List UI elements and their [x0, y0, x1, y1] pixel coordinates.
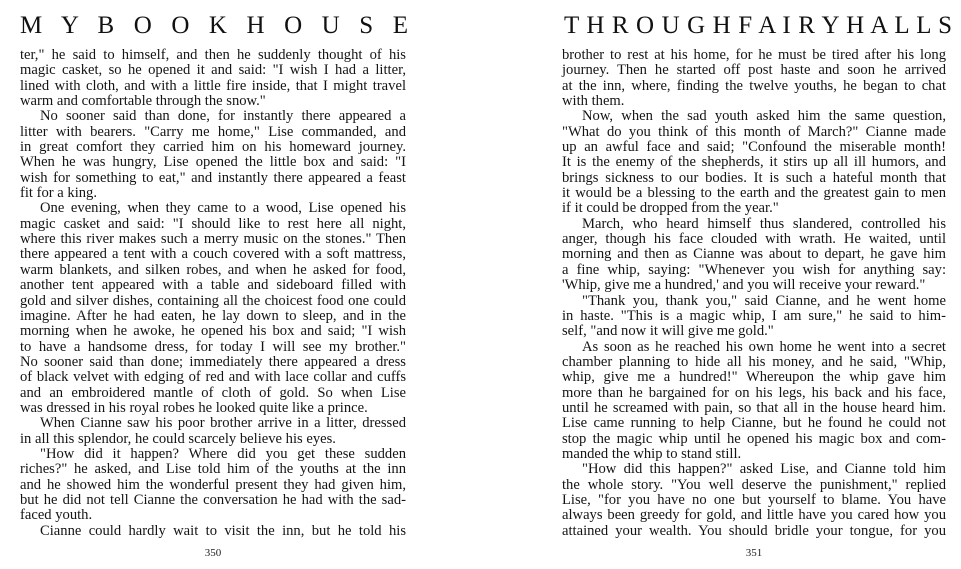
text-line: March, who heard himself thus slandered, controlled his: [582, 215, 946, 232]
text-line: was dressed in his royal robes he looked quite like a prince.: [20, 399, 368, 416]
text-line: wish for something to eat," and instantly there appeared a feast: [20, 169, 406, 186]
text-line: ter," he said to himself, and then he suddenly thought of his: [20, 47, 406, 63]
text-line: journey. Then he started off post haste and soon he arrived: [562, 62, 946, 79]
text-line: manded the whip to stand still.: [562, 445, 742, 462]
text-line: It is the enemy of the shepherds, it stirs up all ill humors, and: [562, 154, 946, 171]
text-line: but he did not tell Cianne the conversation he had with the sad-: [20, 491, 406, 508]
text-line: to have a handsome dress, for today I will see my brother.": [20, 338, 406, 355]
right-page: [562, 0, 952, 569]
text-line: "Thank you, thank you," said Cianne, and he went home: [582, 292, 946, 309]
running-head-left: M Y B O O K H O U S E: [20, 12, 408, 39]
text-line: up an awful face and said; "Confound the miserable month!: [562, 139, 946, 156]
text-line: 'Whip, give me a hundred,' and you will receive your reward.": [562, 277, 926, 294]
text-line: another tent appeared with a table and sideboard filled with: [20, 277, 406, 294]
text-line: faced youth.: [20, 507, 93, 524]
text-line: if it could be dropped from the year.": [562, 200, 779, 217]
text-line: there appeared a tent with a couch covered with a soft mattress,: [20, 246, 406, 263]
left-page-body: [20, 48, 406, 539]
text-line: the whole story. "You well deserve the punishment," replied: [562, 476, 946, 493]
text-line: and an embroidered mantle of cloth of gold. So when Lise: [20, 384, 406, 401]
text-line: where this river makes such a merry music on the stones." Then: [20, 231, 406, 248]
right-page-body: [562, 48, 946, 539]
text-line: morning and then as Cianne was about to depart, he gave him: [562, 246, 946, 263]
page-number-right: 351: [745, 547, 763, 559]
text-line: Lise, "for you have no one but yourself to blame. You have: [562, 491, 946, 508]
text-line: brother to rest at his home, for he must be tired after his long: [562, 47, 946, 63]
text-line: warm and comfortable through the snow.": [20, 93, 266, 110]
text-line: stop the magic whip until he opened his magic box and com-: [562, 430, 946, 447]
text-line: and he showed him the wonderful present they had given him,: [20, 476, 406, 493]
text-line: gold and silver dishes, containing all the choicest food one could: [20, 292, 406, 309]
text-line: When Cianne saw his poor brother arrive in a litter, dressed: [40, 415, 406, 432]
text-line: No sooner said than done, for instantly there appeared a: [40, 108, 406, 125]
text-line: in all this splendor, he could scarcely believe his eyes.: [20, 430, 336, 447]
text-line: until he screamed with pain, so that all in the house heard him.: [562, 399, 946, 416]
text-line: lined with cloth, and with a little fire inside, that I might travel: [20, 77, 406, 94]
page-number-left: 350: [204, 547, 222, 559]
text-line: chamber planning to hide all his money, and he said, "Whip,: [562, 353, 946, 370]
text-line: One evening, when they came to a wood, Lise opened his: [40, 200, 406, 217]
text-line: magic casket, so he opened it and said: "I wish I had a litter,: [20, 62, 406, 79]
running-head-right: T H R O U G H F A I R Y H A L L S: [564, 12, 952, 39]
text-line: morning when he awoke, he opened his box and said; "I wish: [20, 323, 406, 340]
text-line: fit for a king.: [20, 185, 98, 202]
left-page: [20, 0, 406, 569]
text-line: magic casket and said: "I should like to rest here all night,: [20, 215, 406, 232]
text-line: No sooner said than done; immediately there appeared a dress: [20, 353, 406, 370]
text-line: of black velvet with edging of red and with lace collar and cuffs: [20, 369, 406, 386]
text-line: anger, though his face clouded with wrath. He waited, until: [562, 231, 946, 248]
text-line: brings sickness to our bodies. It is such a hateful month that: [562, 169, 946, 186]
text-line: with them.: [562, 93, 625, 110]
text-line: in haste. "This is a magic whip, I am sure," he said to him-: [562, 307, 946, 324]
text-line: litter with bearers. "Carry me home," Lise commanded, and: [20, 123, 406, 140]
text-line: imagine. After he had eaten, he lay down to sleep, and in the: [20, 307, 406, 324]
text-line: "How did this happen?" asked Lise, and Cianne told him: [582, 461, 946, 478]
text-line: in great comfort they carried him on his homeward journey.: [20, 139, 406, 156]
text-line: attained your wealth. You should bridle your tongue, for you: [562, 522, 946, 539]
text-line: Cianne could hardly wait to visit the inn, but he told his: [40, 522, 406, 539]
text-line: "How did it happen? Where did you get these sudden: [40, 445, 406, 462]
text-line: more than he bargained for on his legs, his back and his face,: [562, 384, 946, 401]
text-line: self, "and now it will give me gold.": [562, 323, 774, 340]
text-line: "What do you think of this month of March?" Cianne made: [562, 123, 946, 140]
text-line: whip, give me a hundred!" Whereupon the whip gave him: [562, 369, 946, 386]
text-line: Lise came running to help Cianne, but he found he could not: [562, 415, 946, 432]
text-line: Now, when the sad youth asked him the same question,: [582, 108, 946, 125]
text-line: at the inn, where, finding the twelve youths, he began to chat: [562, 77, 946, 94]
text-line: warm blankets, and silken robes, and when he asked for food,: [20, 261, 406, 278]
text-line: it would be a blessing to the earth and the greatest gain to men: [562, 185, 946, 202]
text-line: riches?" he asked, and Lise told him of the youths at the inn: [20, 461, 406, 478]
text-line: always been greedy for gold, and little have you cared how you: [562, 507, 946, 524]
text-line: a fine whip, saying: "Whenever you wish for anything say:: [562, 261, 946, 278]
text-line: As soon as he reached his own home he went into a secret: [582, 338, 946, 355]
text-line: When he was hungry, Lise opened the little box and said: "I: [20, 154, 406, 171]
